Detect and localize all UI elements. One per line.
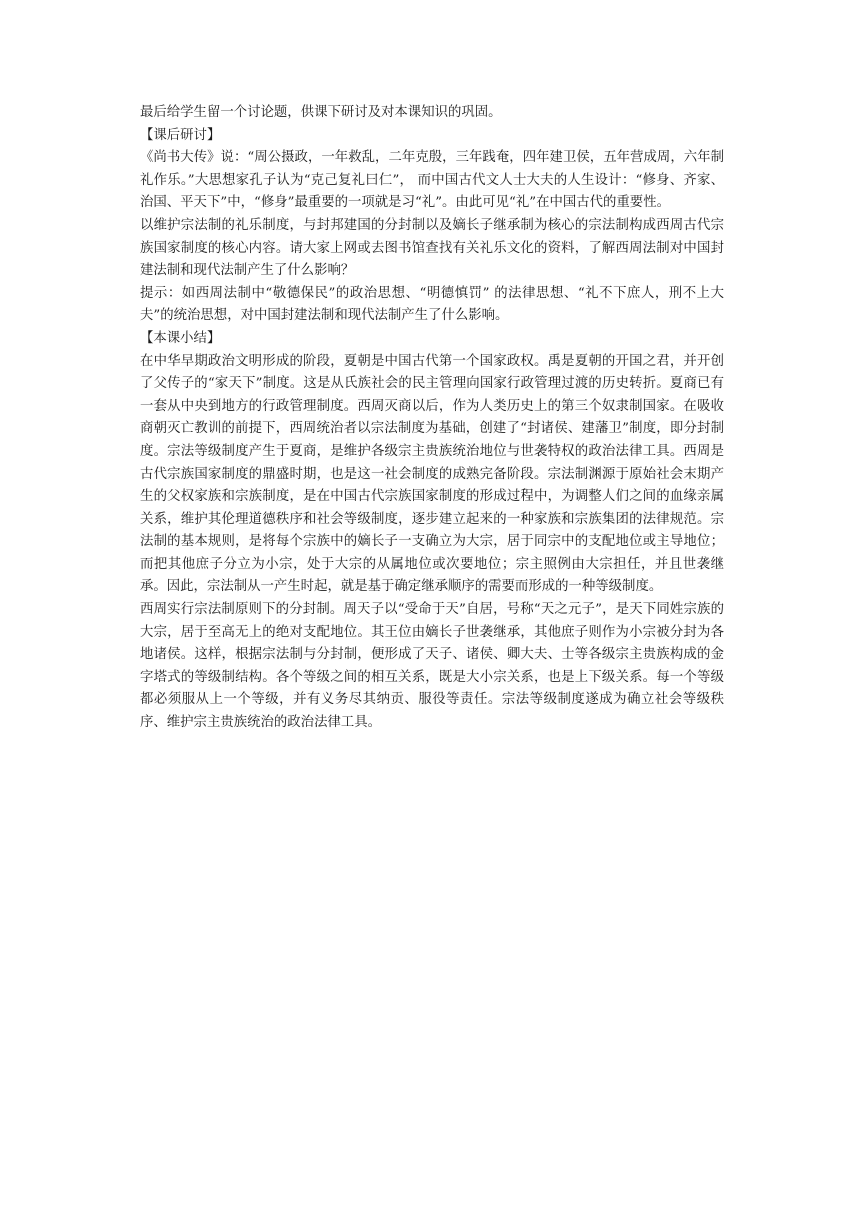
section-heading-summary: 【本课小结】 <box>140 330 221 346</box>
intro-paragraph: 最后给学生留一个讨论题，供课下研讨及对本课知识的巩固。 <box>140 105 502 120</box>
research-paragraph-1: 《尚书大传》说：“周公摄政，一年救乱，二年克殷，三年践奄，四年建卫侯，五年营成周，六年制礼作乐。”大思想家孔子认为“克己复礼曰仁”， 而中国古代文人士大夫的人生设计：“修身、齐家、治国、平天下”中，“修身”最重要的一项就是习“礼”。由此可见“礼”在中国古代的重要性。 <box>140 150 724 211</box>
summary-paragraph-1: 在中华早期政治文明形成的阶段，夏朝是中国古代第一个国家政权。禹是夏朝的开国之君，并开创了父传子的“家天下”制度。这是从氏族社会的民主管理向国家行政管理过渡的历史转折。夏商已有一套从中央到地方的行政管理制度。西周灭商以后，作为人类历史上的第三个奴隶制国家。在吸收商朝灭亡教训的前提下，西周统治者以宗法制度为基础，创建了“封诸侯、建藩卫”制度，即分封制度。宗法等级制度产生于夏商，是维护各级宗主贵族统治地位与世袭特权的政治法律工具。西周是古代宗族国家制度的鼎盛时期，也是这一社会制度的成熟完备阶段。宗法制渊源于原始社会末期产生的父权家族和宗族制度，是在中国古代宗族国家制度的形成过程中，为调整人们之间的血缘亲属关系，维护其伦理道德秩序和社会等级制度，逐步建立起来的一种家族和宗族集团的法律规范。宗法制的基本规则，是将每个宗族中的嫡长子一支确立为大宗，居于同宗中的支配地位或主导地位；而把其他庶子分立为小宗，处于大宗的从属地位或次要地位；宗主照例由大宗担任，并且世袭继承。因此，宗法制从一产生时起，就是基于确定继承顺序的需要而形成的一种等级制度。 <box>140 353 724 595</box>
research-paragraph-2: 以维护宗法制的礼乐制度，与封邦建国的分封制以及嫡长子继承制为核心的宗法制构成西周古代宗族国家制度的核心内容。请大家上网或去图书馆查找有关礼乐文化的资料，了解西周法制对中国封建法制和现代法制产生了什么影响？ <box>140 217 724 279</box>
document-page <box>140 102 724 735</box>
section-heading-research: 【课后研讨】 <box>140 127 221 143</box>
research-hint-paragraph: 提示：如西周法制中“敬德保民”的政治思想、“明德慎罚” 的法律思想、“礼不下庶人，刑不上大夫”的统治思想，对中国封建法制和现代法制产生了什么影响。 <box>140 285 724 324</box>
summary-paragraph-2: 西周实行宗法制原则下的分封制。周天子以“受命于天”自居，号称“天之元子”，是天下同姓宗族的大宗，居于至高无上的绝对支配地位。其王位由嫡长子世袭继承，其他庶子则作为小宗被分封为各地诸侯。这样，根据宗法制与分封制，便形成了天子、诸侯、卿大夫、士等各级宗主贵族构成的金字塔式的等级制结构。各个等级之间的相互关系，既是大小宗关系，也是上下级关系。每一个等级都必须服从上一个等级，并有义务尽其纳贡、服役等责任。宗法等级制度遂成为确立社会等级秩序、维护宗主贵族统治的政治法律工具。 <box>140 602 724 731</box>
